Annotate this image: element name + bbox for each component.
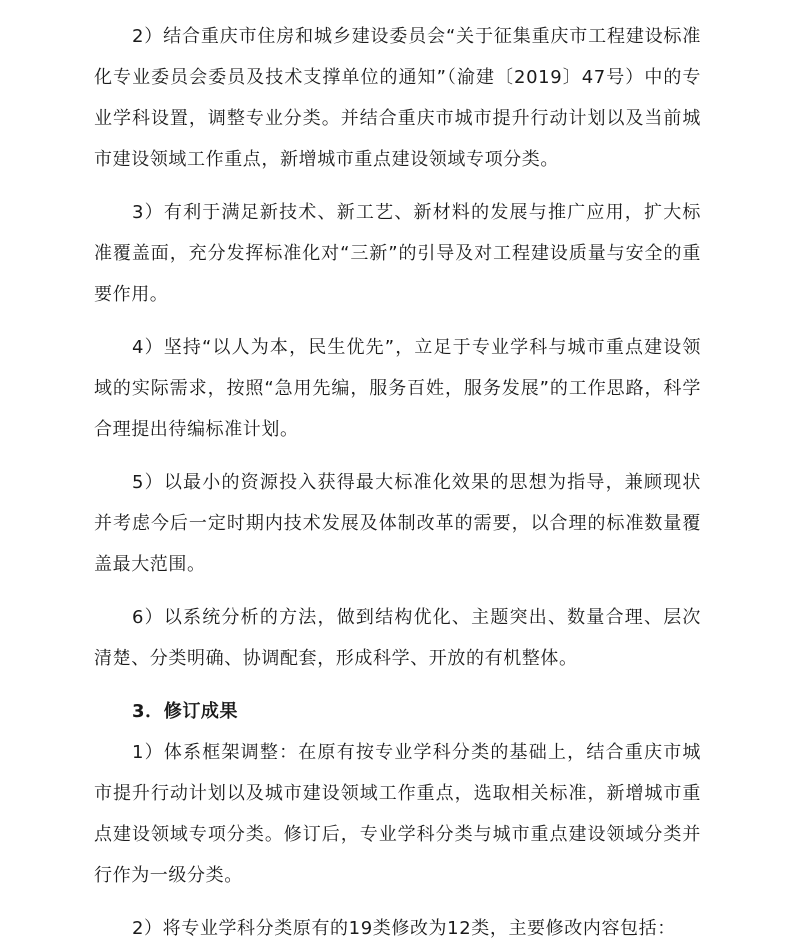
section-paragraph-1: 1）体系框架调整：在原有按专业学科分类的基础上，结合重庆市城市提升行动计划以及城市建设领域工作重点，选取相关标准，新增城市重点建设领域专项分类。修订后，专业学科分类与城市重点建设领域分类并行作为一级分类。 (94, 742, 701, 886)
paragraph-item-3: 3）有利于满足新技术、新工艺、新材料的发展与推广应用，扩大标准覆盖面，充分发挥标准化对“三新”的引导及对工程建设质量与安全的重要作用。 (94, 202, 701, 305)
paragraph-item-4: 4）坚持“以人为本，民生优先”，立足于专业学科与城市重点建设领域的实际需求，按照“急用先编，服务百姓，服务发展”的工作思路，科学合理提出待编标准计划。 (94, 337, 701, 440)
paragraph-item-2: 2）结合重庆市住房和城乡建设委员会“关于征集重庆市工程建设标准化专业委员会委员及技术支撑单位的通知”（渝建〔2019〕47号）中的专业学科设置，调整专业分类。并结合重庆市城市提升行动计划以及当前城市建设领域工作重点，新增城市重点建设领域专项分类。 (94, 26, 701, 170)
paragraph-item-5: 5）以最小的资源投入获得最大标准化效果的思想为指导，兼顾现状并考虑今后一定时期内技术发展及体制改革的需要，以合理的标准数量覆盖最大范围。 (94, 472, 701, 575)
paragraph-item-6: 6）以系统分析的方法，做到结构优化、主题突出、数量合理、层次清楚、分类明确、协调配套，形成科学、开放的有机整体。 (94, 607, 701, 669)
section-paragraph-2: 2）将专业学科分类原有的19类修改为12类，主要修改内容包括： (132, 918, 676, 939)
section-heading: 3．修订成果 (132, 701, 239, 722)
